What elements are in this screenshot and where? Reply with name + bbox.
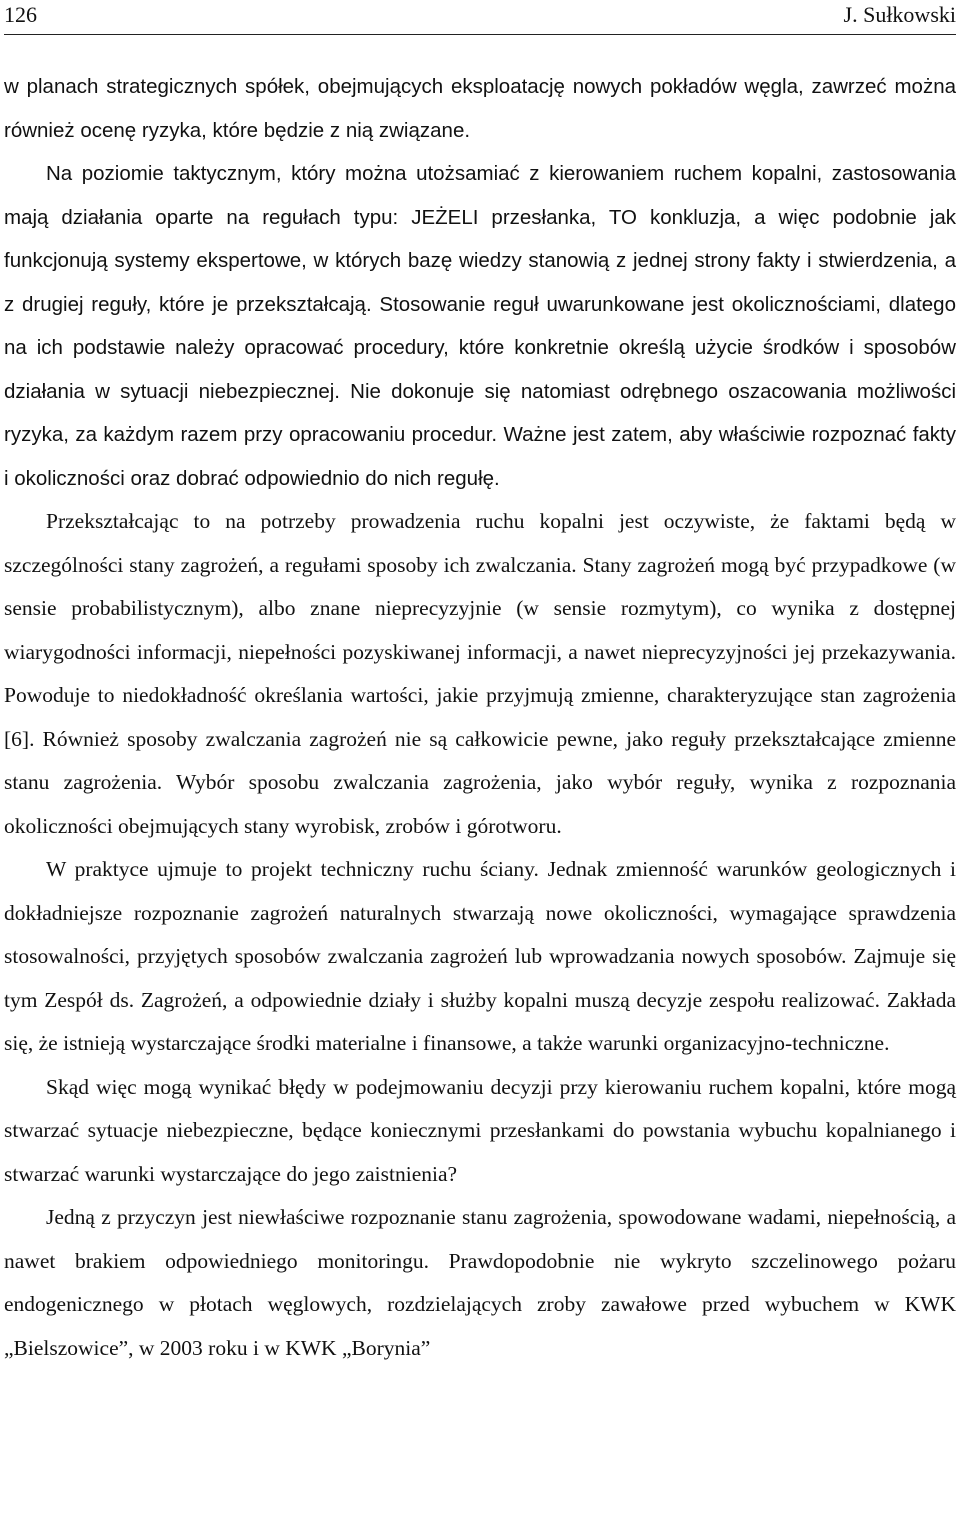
page-number: 126 <box>4 2 37 27</box>
paragraph-causes: Jedną z przyczyn jest niewłaściwe rozpoznanie stanu zagrożenia, spowodowane wadami, niepełnością, a nawet brakiem odpowiedniego monitoringu. Prawdopodobnie nie wykryto szczelinowego pożaru endogenicznego w płotach węglowych, rozdzielających zroby zawałowe przed wybuchem w KWK „Bielszowice”, w 2003 roku i w KWK „Borynia” <box>4 1205 956 1360</box>
running-head-author: J. Sułkowski <box>843 2 956 27</box>
paragraph-technical-project: W praktyce ujmuje to projekt techniczny ruchu ściany. Jednak zmienność warunków geologicznych i dokładniejsze rozpoznanie zagrożeń naturalnych stwarzają nowe okoliczności, wymagające sprawdzenia stosowalności, przyjętych sposobów zwalczania zagrożeń lub wprowadzania nowych sposobów. Zajmuje się tym Zespół ds. Zagrożeń, a odpowiednie działy i służby kopalni muszą decyzje zespołu realizować. Zakłada się, że istnieją wystarczające środki materialne i finansowe, a także warunki organizacyjno-techniczne. <box>4 857 956 1055</box>
paragraph-decision-errors: Skąd więc mogą wynikać błędy w podejmowaniu decyzji przy kierowaniu ruchem kopalni, które mogą stwarzać sytuacje niebezpieczne, będące koniecznymi przesłankami do powstania wybuchu kopalnianego i stwarzać warunki wystarczające do jego zaistnienia? <box>4 1074 956 1186</box>
paragraph-continued: w planach strategicznych spółek, obejmujących eksploatację nowych pokładów węgla, zawrzeć można również ocenę ryzyka, które będzie z nią związane. <box>4 75 956 142</box>
paragraph-hazard-states: Przekształcając to na potrzeby prowadzenia ruchu kopalni jest oczywiste, że faktami będą w szczególności stany zagrożeń, a regułami sposoby ich zwalczania. Stany zagrożeń mogą być przypadkowe (w sensie probabilistycznym), albo znane nieprecyzyjnie (w sensie rozmytym), co wynika z dostępnej wiarygodności informacji, niepełności pozyskiwanej informacji, a nawet nieprecyzyjności jej przekazywania. Powoduje to niedokładność określania wartości, jakie przyjmują zmienne, charakteryzujące stan zagrożenia [6]. Również sposoby zwalczania zagrożeń nie są całkowicie pewne, jako reguły przekształcające zmienne stanu zagrożenia. Wybór sposobu zwalczania zagrożenia, jako wybór reguły, wynika z rozpoznania okoliczności obejmujących stany wyrobisk, zrobów i górotworu. <box>4 509 956 838</box>
page-header <box>4 0 956 35</box>
paragraph-tactical-level: Na poziomie taktycznym, który można utożsamiać z kierowaniem ruchem kopalni, zastosowania mają działania oparte na regułach typu: JEŻELI przesłanka, TO konkluzja, a więc podobnie jak funkcjonują systemy ekspertowe, w których bazę wiedzy stanowią z jednej strony fakty i stwierdzenia, a z drugiej reguły, które je przekształcają. Stosowanie reguł uwarunkowane jest okolicznościami, dlatego na ich podstawie należy opracować procedury, które konkretnie określą użycie środków i sposobów działania w sytuacji niebezpiecznej. Nie dokonuje się natomiast odrębnego oszacowania możliwości ryzyka, za każdym razem przy opracowaniu procedur. Ważne jest zatem, aby właściwie rozpoznać fakty i okoliczności oraz dobrać odpowiednio do nich regułę. <box>4 162 956 490</box>
body-text <box>4 65 956 1370</box>
